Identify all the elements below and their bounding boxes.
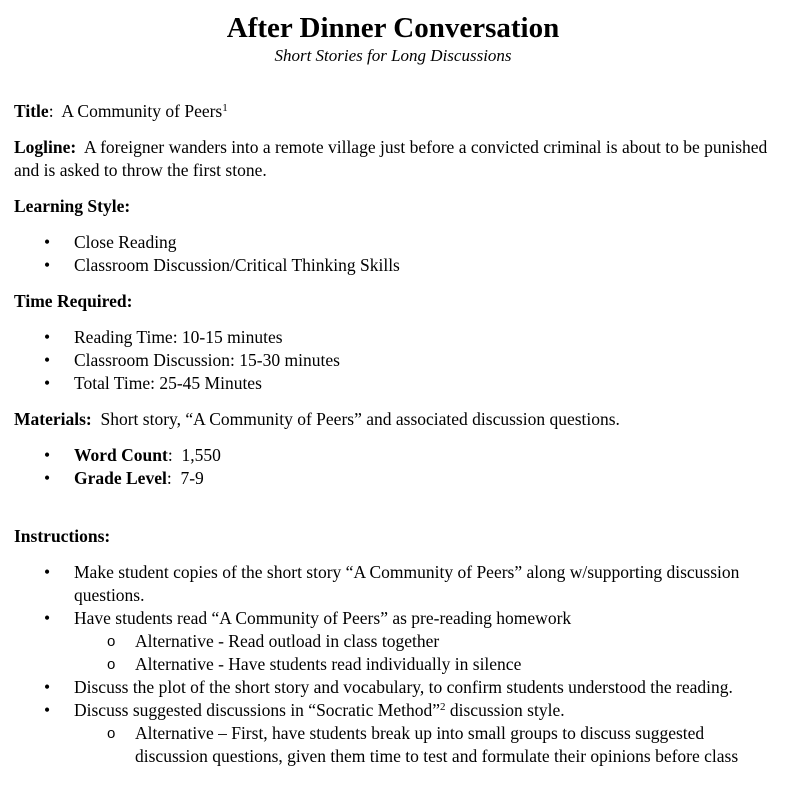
footnote-marker-1: 1	[222, 102, 228, 114]
word-count-label: Word Count	[74, 445, 168, 465]
time-required-list	[14, 326, 779, 395]
logline-text: A foreigner wanders into a remote village just before a convicted criminal is about to be punished and is asked to throw the first stone.	[14, 137, 768, 180]
list-item: • Total Time: 25-45 Minutes	[14, 372, 779, 395]
sub-list-item: o Alternative - Read outload in class together	[14, 630, 779, 653]
list-item: • Reading Time: 10-15 minutes	[14, 326, 779, 349]
list-item: • Classroom Discussion: 15-30 minutes	[14, 349, 779, 372]
list-item: • Close Reading	[14, 231, 779, 254]
logline-label: Logline:	[14, 137, 77, 157]
word-count-value: 1,550	[181, 445, 221, 465]
list-item: • Discuss suggested discussions in “Socratic Method”$^2$ discussion style.	[14, 699, 779, 722]
list-item: • Make student copies of the short story “A Community of Peers” along w/supporting discussion questions.	[14, 561, 779, 607]
learning-style-list	[14, 231, 779, 277]
list-item: • Discuss the plot of the short story and vocabulary, to confirm students understood the reading.	[14, 676, 779, 699]
story-title-line: Title: A Community of Peers$^1$	[14, 101, 228, 121]
materials-label: Materials:	[14, 409, 92, 429]
grade-level-value: 7-9	[180, 468, 204, 488]
title-label: Title	[14, 101, 49, 121]
sub-list-item: o Alternative – First, have students break up into small groups to discuss suggested discussion questions, given them time to test and formulate their opinions before class	[14, 722, 779, 768]
learning-style-heading: Learning Style:	[14, 196, 131, 216]
materials-text: Short story, “A Community of Peers” and associated discussion questions.	[100, 409, 620, 429]
list-item: • Have students read “A Community of Peers” as pre-reading homework	[14, 607, 779, 630]
story-title-value: A Community of Peers	[61, 101, 223, 121]
materials-line	[14, 408, 779, 431]
materials-list	[14, 444, 779, 490]
document-header	[0, 12, 786, 67]
instructions-heading: Instructions:	[14, 526, 111, 546]
time-required-heading: Time Required:	[14, 291, 133, 311]
document-subtitle: Short Stories for Long Discussions	[274, 46, 512, 65]
instructions-list	[14, 561, 779, 768]
sub-list-item: o Alternative - Have students read individually in silence	[14, 653, 779, 676]
document-title: After Dinner Conversation	[226, 12, 560, 44]
list-item: • Word Count: 1,550	[14, 444, 779, 467]
document-body	[14, 100, 779, 781]
logline	[14, 136, 779, 182]
footnote-marker-2: 2	[440, 701, 446, 713]
grade-level-label: Grade Level	[74, 468, 167, 488]
spacer	[14, 503, 779, 525]
list-item: • Grade Level: 7-9	[14, 467, 779, 490]
list-item: • Classroom Discussion/Critical Thinking Skills	[14, 254, 779, 277]
